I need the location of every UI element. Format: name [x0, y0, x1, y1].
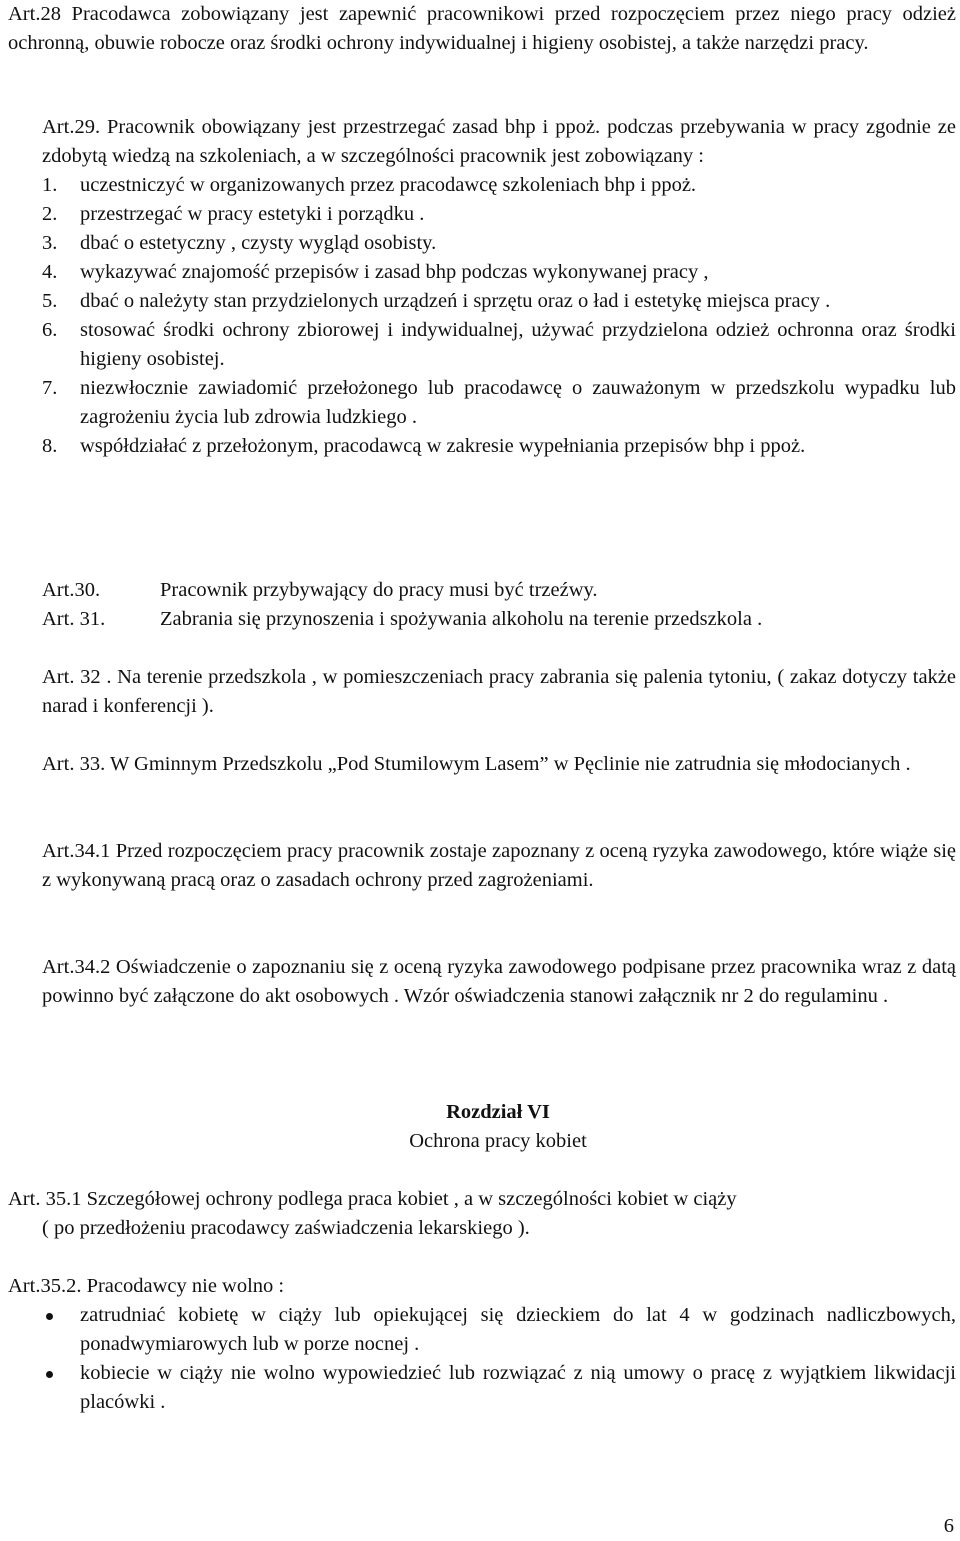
art30-row [42, 576, 956, 605]
art30-text: Pracownik przybywający do pracy musi być trzeźwy. [160, 579, 598, 601]
art34-2-text: Art.34.2 Oświadczenie o zapoznaniu się z oceną ryzyka zawodowego podpisane przez pracownika wraz z datą powinno być załączone do akt osobowych . Wzór oświadczenia stanowi załącznik nr 2 do regulaminu . [42, 956, 956, 1007]
art32-paragraph [42, 663, 956, 721]
chapter-subtitle: Ochrona pracy kobiet [409, 1130, 587, 1152]
chapter-heading [0, 1098, 960, 1156]
art32-text: Art. 32 . Na terenie przedszkola , w pomieszczeniach pracy zabrania się palenia tytoniu, ( zakaz dotyczy także narad i konferencji ). [42, 666, 956, 717]
art33-paragraph [42, 750, 956, 779]
art31-row [42, 605, 956, 634]
bullet-dot-icon [46, 1371, 53, 1378]
list-item: 6. stosować środki ochrony zbiorowej i indywidualnej, używać przydzielona odzież ochronna oraz środki higieny osobistej. [42, 319, 956, 370]
page-number: 6 [943, 1515, 954, 1537]
list-item: 8. współdziałać z przełożonym, pracodawcą w zakresie wypełniania przepisów bhp i ppoż. [42, 435, 806, 457]
bullet-dot-icon [46, 1313, 53, 1320]
list-item: 4. wykazywać znajomość przepisów i zasad bhp podczas wykonywanej pracy , [42, 261, 709, 283]
art35-2-bullets [42, 1301, 956, 1417]
bullet-item: zatrudniać kobietę w ciąży lub opiekującej się dzieckiem do lat 4 w godzinach nadliczbowych, ponadwymiarowych lub w porze nocnej . [42, 1301, 956, 1359]
art34-2-paragraph [42, 953, 956, 1011]
list-item: 1. uczestniczyć w organizowanych przez pracodawcę szkoleniach bhp i ppoż. [42, 174, 697, 196]
art31-text: Zabrania się przynoszenia i spożywania alkoholu na terenie przedszkola . [160, 608, 763, 630]
art30-31-section [42, 576, 956, 634]
art34-1-text: Art.34.1 Przed rozpoczęciem pracy pracownik zostaje zapoznany z oceną ryzyka zawodowego, które wiąże się z wykonywaną pracą oraz o zasadach ochrony przed zagrożeniami. [42, 840, 956, 891]
art29-list [42, 171, 956, 461]
art35-2-intro: Art.35.2. Pracodawcy nie wolno : [8, 1275, 285, 1297]
art30-label: Art.30. [42, 579, 101, 601]
list-item: 7. niezwłocznie zawiadomić przełożonego lub pracodawcę o zauważonym w przedszkolu wypadku lub zagrożeniu życia lub zdrowia ludzkiego . [42, 377, 956, 428]
list-item: 2. przestrzegać w pracy estetyki i porządku . [42, 203, 425, 225]
art28-paragraph [8, 0, 956, 58]
art35-1-paragraph [8, 1185, 956, 1243]
list-item: 3. dbać o estetyczny , czysty wygląd osobisty. [42, 232, 437, 254]
art35-1-line1: Art. 35.1 Szczegółowej ochrony podlega praca kobiet , a w szczególności kobiet w ciąży [8, 1188, 737, 1210]
art33-text: Art. 33. W Gminnym Przedszkolu „Pod Stumilowym Lasem” w Pęclinie nie zatrudnia się młodocianych . [42, 753, 911, 775]
art29-intro: Art.29. Pracownik obowiązany jest przestrzegać zasad bhp i ppoż. podczas przebywania w pracy zgodnie ze zdobytą wiedzą na szkoleniach, a w szczególności pracownik jest zobowiązany : [42, 116, 956, 167]
art29-section [42, 113, 956, 461]
chapter-title: Rozdział VI [446, 1101, 550, 1123]
art28-text: Art.28 Pracodawca zobowiązany jest zapewnić pracownikowi przed rozpoczęciem przez niego pracy odzież ochronną, obuwie robocze oraz środki ochrony indywidualnej i higieny osobistej, a także narzędzi pracy. [8, 3, 956, 54]
bullet-item: kobiecie w ciąży nie wolno wypowiedzieć lub rozwiązać z nią umowy o pracę z wyjątkiem likwidacji placówki . [42, 1359, 956, 1417]
art31-label: Art. 31. [42, 608, 106, 630]
art35-1-line2: ( po przedłożeniu pracodawcy zaświadczenia lekarskiego ). [42, 1217, 530, 1239]
art34-1-paragraph [42, 837, 956, 895]
list-item: 5. dbać o należyty stan przydzielonych urządzeń i sprzętu oraz o ład i estetykę miejsca pracy . [42, 290, 831, 312]
art35-2-section [8, 1272, 956, 1417]
